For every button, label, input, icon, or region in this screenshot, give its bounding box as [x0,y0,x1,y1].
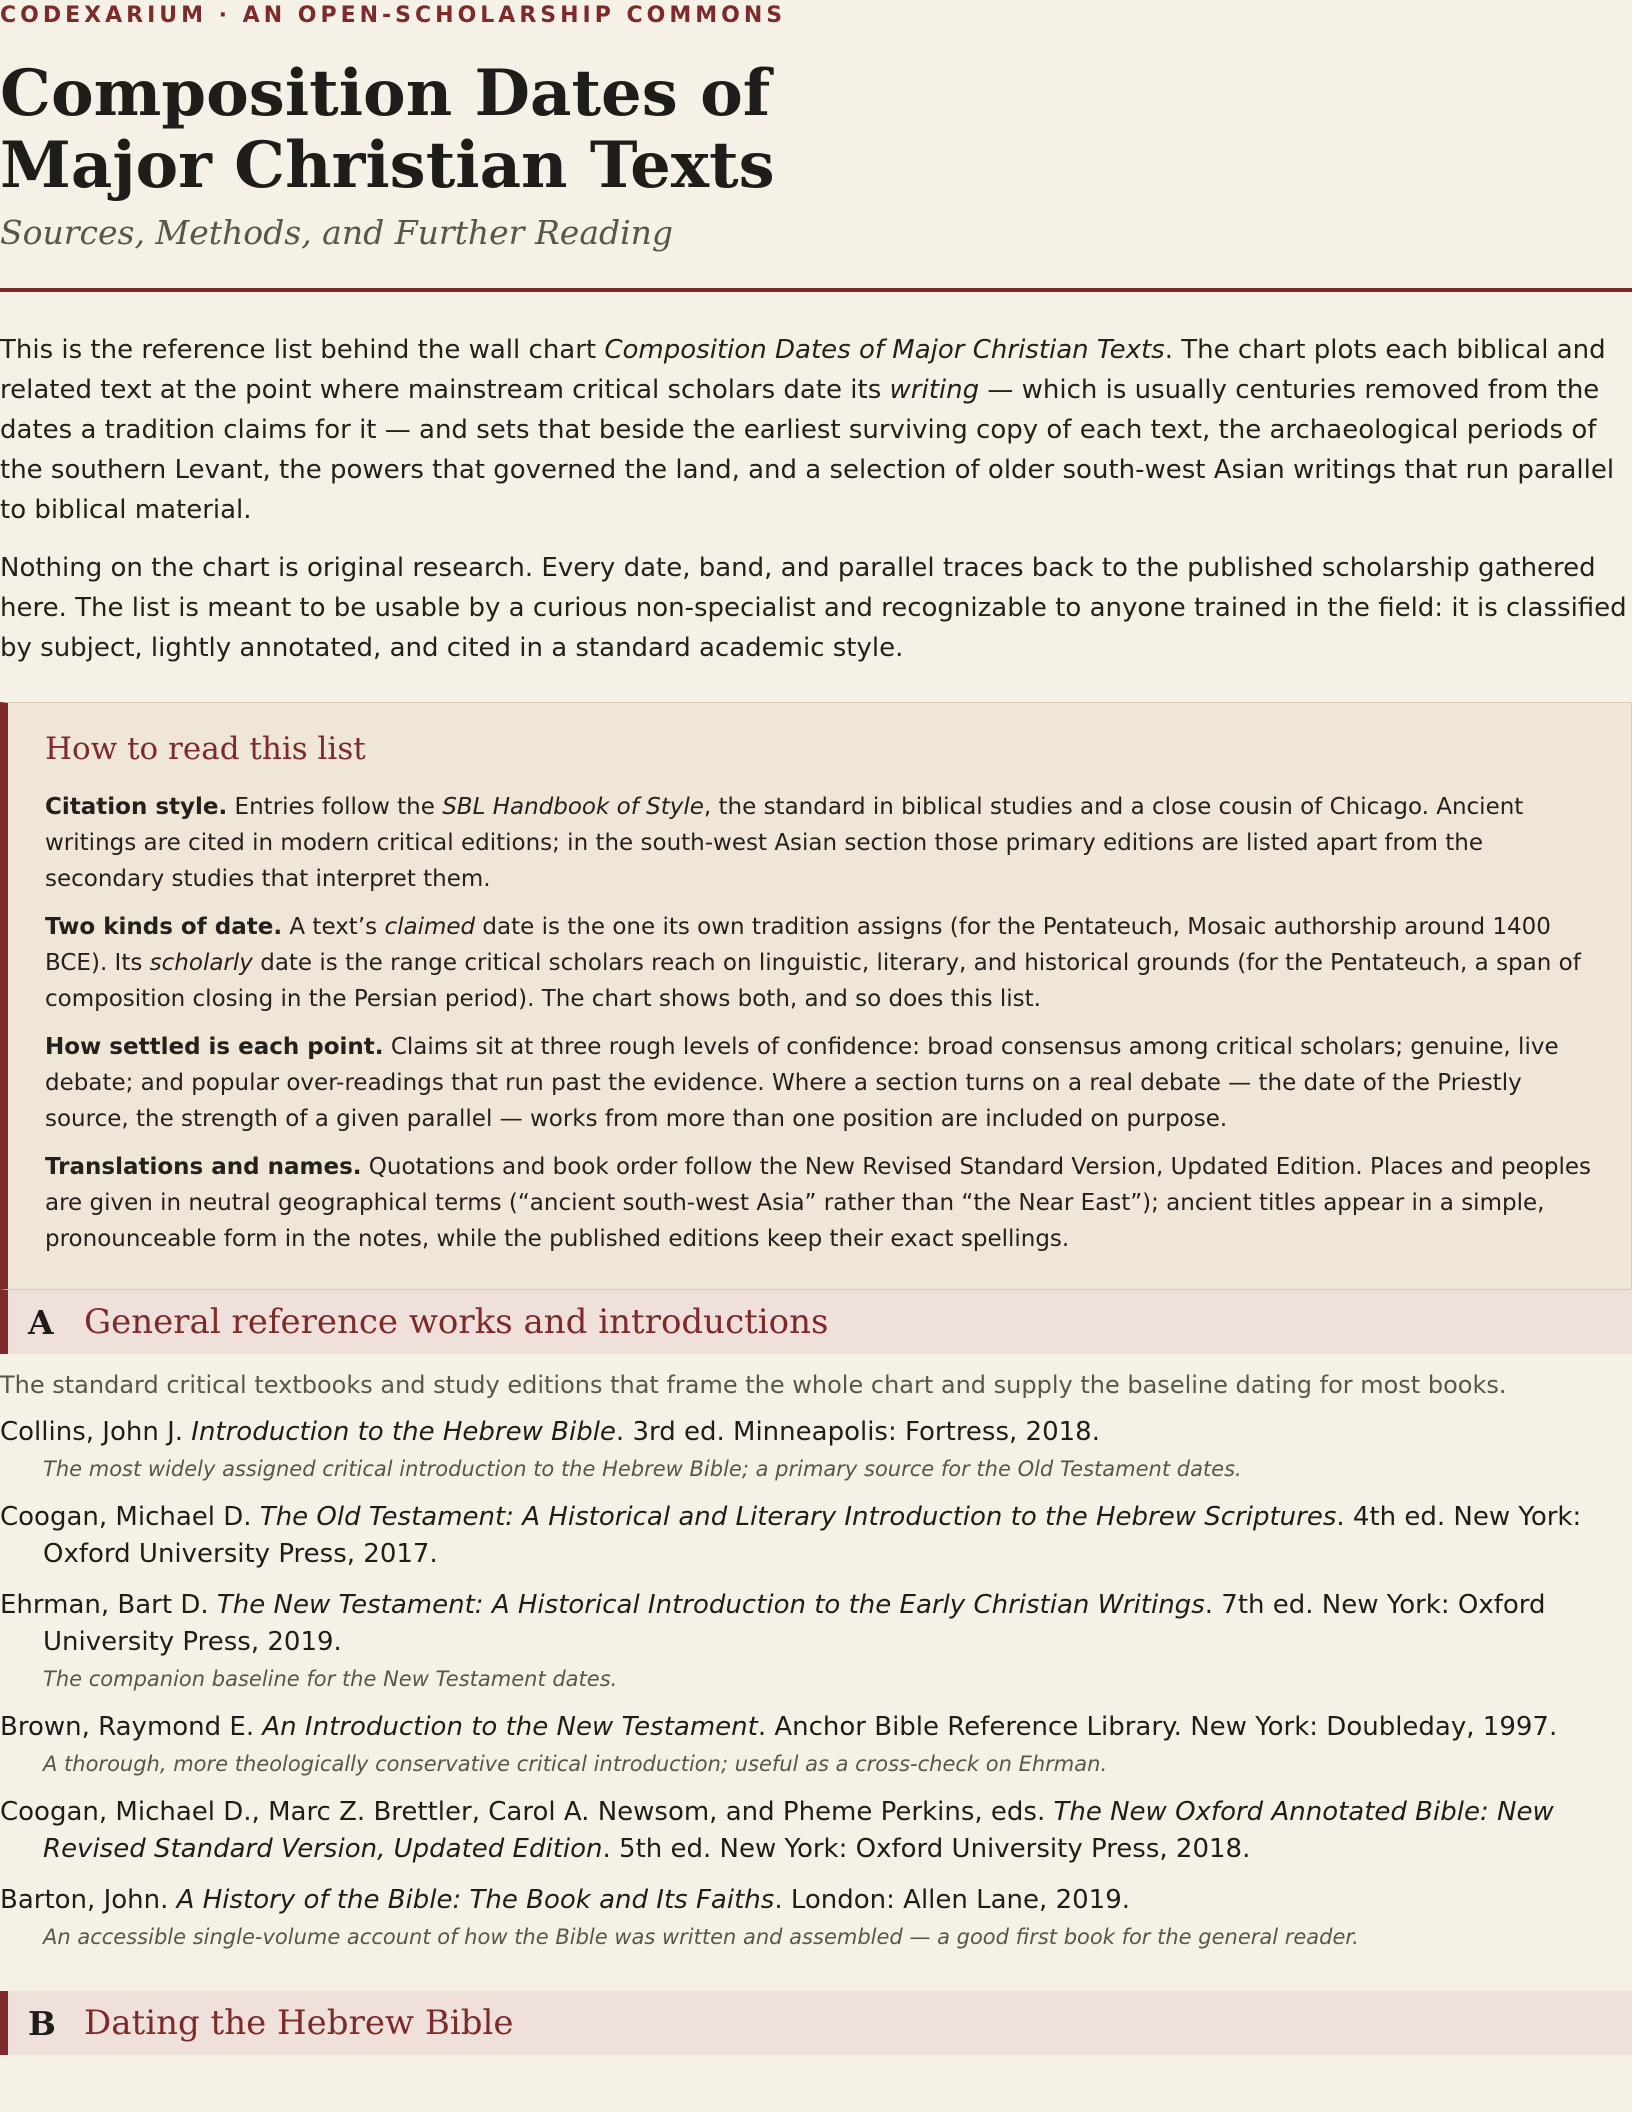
citation-publication: . Anchor Bible Reference Library. New York: Doubleday, 1997. [757,1712,1558,1742]
citation-author: Ehrman, Bart D. [0,1590,217,1620]
citation [0,1709,1632,1746]
bibliography-entry [0,1882,1632,1953]
bibliography-list [0,1414,1632,1953]
citation [0,1794,1632,1868]
how-to-read-box [0,702,1632,1290]
section-title: Dating the Hebrew Bible [84,2003,514,2043]
section-title: General reference works and introductions [84,1302,829,1342]
annotation: The most widely assigned critical introduction to the Hebrew Bible; a primary source for the Old Testament dates. [43,1457,1242,1481]
how-to-read-heading: How to read this list [45,731,366,767]
citation-publication: . 3rd ed. Minneapolis: Fortress, 2018. [615,1417,1100,1447]
citation-title: A History of the Bible: The Book and Its Faiths [176,1885,775,1915]
citation-title: An Introduction to the New Testament [262,1712,758,1742]
page-title: Composition Dates of Major Christian Texts [0,56,775,203]
intro-text: This is the reference list behind the wall chart [0,335,605,365]
paragraph-label: Two kinds of date. [45,914,283,940]
bibliography-entry [0,1709,1632,1780]
citation-author: Collins, John J. [0,1417,192,1447]
translations-names-paragraph [45,1149,1595,1257]
header-divider [0,288,1632,292]
paragraph-emphasis: scholarly [149,950,253,976]
citation-title: The Old Testament: A Historical and Literary Introduction to the Hebrew Scriptures [259,1502,1337,1532]
two-kinds-of-date-paragraph [45,909,1595,1017]
handbook-title: SBL Handbook of Style [442,794,704,820]
paragraph-label: Translations and names. [45,1154,362,1180]
paragraph-text: date is the one its own tradition assigns (for the Pentateuch, Mosaic authorship around 1400 BCE). Its [45,914,1551,976]
citation-author: Barton, John. [0,1885,177,1915]
paragraph-text: date is the range critical scholars reach on linguistic, literary, and historical grounds (for the Pentateuch, a span of composition closing in the Persian period). The chart shows both, and so does this list. [45,950,1581,1012]
annotation: An accessible single-volume account of how the Bible was written and assembled — a good first book for the general reader. [43,1925,1359,1949]
intro-paragraph-2: Nothing on the chart is original research. Every date, band, and parallel traces back to the published scholarship gathered here. The list is meant to be usable by a curious non-specialist and recognizable to anyone trained in the field: it is classified by subject, lightly annotated, and cited in a standard academic style. [0,553,1627,663]
section-b-heading [0,1991,1632,2055]
site-eyebrow: CODEXARIUM · AN OPEN-SCHOLARSHIP COMMONS [0,3,787,28]
citation-style-paragraph [45,789,1595,897]
how-settled-paragraph [45,1029,1595,1137]
citation-author: Coogan, Michael D. [0,1502,260,1532]
citation-author: Coogan, Michael D., Marc Z. Brettler, Carol A. Newsom, and Pheme Perkins, eds. [0,1797,1054,1827]
intro-emphasis: writing [889,375,980,405]
annotation: A thorough, more theologically conservative critical introduction; useful as a cross-check on Ehrman. [43,1752,1108,1776]
paragraph-text: Entries follow the [227,794,443,820]
citation-title: The New Oxford Annotated Bible: New Revised Standard Version, Updated Edition [43,1797,1554,1864]
citation-publication: . London: Allen Lane, 2019. [774,1885,1130,1915]
paragraph-text: A text’s [282,914,385,940]
chart-title-ref: Composition Dates of Major Christian Texts [604,335,1165,365]
bibliography-entry [0,1794,1632,1868]
citation-author: Brown, Raymond E. [0,1712,263,1742]
section-letter: B [28,2003,56,2043]
bibliography-entry [0,1414,1632,1485]
page-subtitle: Sources, Methods, and Further Reading [0,213,674,252]
citation [0,1882,1632,1919]
paragraph-label: Citation style. [45,794,228,820]
citation [0,1587,1632,1661]
intro-paragraph-1 [0,330,1632,530]
citation-publication: . 4th ed. New York: Oxford University Press, 2017. [43,1502,1582,1569]
citation [0,1414,1632,1451]
intro [0,330,1632,668]
paragraph-text: Claims sit at three rough levels of confidence: broad consensus among critical scholars; genuine, live debate; and popular over-readings that run past the evidence. Where a section turns on a real debate — the date of the Priestly source, the strength of a given parallel — works from more than one position are included on purpose. [45,1034,1559,1132]
paragraph-emphasis: claimed [384,914,476,940]
citation-title: The New Testament: A Historical Introduction to the Early Christian Writings [216,1590,1205,1620]
paragraph-text: Quotations and book order follow the New Revised Standard Version, Updated Edition. Places and peoples are given in neutral geographical terms (“ancient south-west Asia” rather than “the Near East”); ancient titles appear in a simple, pronounceable form in the notes, while the published editions keep their exact spellings. [45,1154,1591,1252]
bibliography-entry [0,1587,1632,1695]
citation-publication: . 7th ed. New York: Oxford University Press, 2019. [43,1590,1546,1657]
intro-text: . The chart plots each biblical and related text at the point where mainstream critical scholars date its [0,335,1606,405]
bibliography-entry [0,1499,1632,1573]
section-letter: A [28,1302,54,1342]
section-description: The standard critical textbooks and study editions that frame the whole chart and supply the baseline dating for most books. [0,1371,1507,1399]
intro-text: — which is usually centuries removed from the dates a tradition claims for it — and sets that beside the earliest surviving copy of each text, the archaeological periods of the southern Levant, the powers that governed the land, and a selection of older south-west Asian writings that run parallel to biblical material. [0,375,1615,525]
paragraph-text: , the standard in biblical studies and a close cousin of Chicago. Ancient writings are cited in modern critical editions; in the south-west Asian section those primary editions are listed apart from the secondary studies that interpret them. [45,794,1524,892]
citation-publication: . 5th ed. New York: Oxford University Press, 2018. [602,1834,1251,1864]
citation [0,1499,1632,1573]
citation-title: Introduction to the Hebrew Bible [191,1417,616,1447]
paragraph-label: How settled is each point. [45,1034,384,1060]
annotation: The companion baseline for the New Testament dates. [43,1667,618,1691]
section-a-heading [0,1290,1632,1354]
